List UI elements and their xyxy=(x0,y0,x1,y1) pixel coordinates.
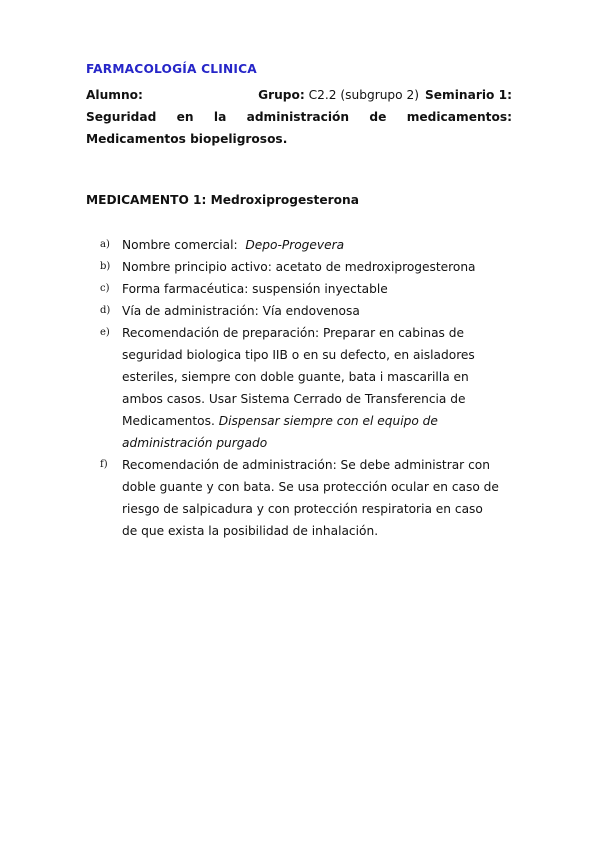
list-item xyxy=(100,454,500,542)
header-line-2 xyxy=(86,106,512,128)
list-item-body xyxy=(122,256,500,278)
item-text: Recomendación de preparación: Preparar en cabinas de seguridad biologica tipo IIB o en su defecto, en aisladores esteriles, siempre con doble guante, bata i mascarilla en ambos casos. Usar Sistema Cerrado de Transferencia de Medicamentos. xyxy=(122,326,475,428)
seminario-label: Seminario 1: xyxy=(425,88,512,102)
grupo-label: Grupo: xyxy=(258,88,305,102)
item-text: Recomendación de administración: Se debe administrar con doble guante y con bata. Se usa protección ocular en caso de riesgo de salpicadura y con protección respiratoria en caso de que exista la posibilidad de inhalación. xyxy=(122,458,499,538)
line2-word: administración xyxy=(246,110,350,124)
course-title: FARMACOLOGÍA CLINICA xyxy=(86,62,257,76)
list-marker: e) xyxy=(100,327,110,338)
grupo-group xyxy=(258,84,419,106)
list-item-body xyxy=(122,454,500,542)
line2-word: de xyxy=(369,110,387,124)
item-text: Forma farmacéutica: suspensión inyectable xyxy=(122,282,388,296)
list-item xyxy=(100,256,500,278)
list-item xyxy=(100,300,500,322)
line2-word: Seguridad xyxy=(86,110,157,124)
header-line-3 xyxy=(86,128,512,150)
grupo-value: C2.2 (subgrupo 2) xyxy=(308,88,420,102)
list-marker: b) xyxy=(100,261,111,272)
medicamento-heading: MEDICAMENTO 1: Medroxiprogesterona xyxy=(86,193,359,207)
item-text: Nombre principio activo: acetato de medroxiprogesterona xyxy=(122,260,476,274)
seminario-subtitle: Medicamentos biopeligrosos. xyxy=(86,132,288,146)
list-marker: a) xyxy=(100,239,110,250)
list-item-body xyxy=(122,322,500,454)
line2-word: la xyxy=(213,110,227,124)
list-item xyxy=(100,278,500,300)
item-text: Vía de administración: Vía endovenosa xyxy=(122,304,360,318)
alumno-label: Alumno: xyxy=(86,88,143,102)
item-italic-text: Dispensar siempre con el equipo de administración purgado xyxy=(122,414,438,450)
medicamento-details-list xyxy=(100,234,500,542)
list-marker: c) xyxy=(100,283,110,294)
list-marker: d) xyxy=(100,305,111,316)
item-italic-text: Depo-Progevera xyxy=(245,238,345,252)
list-marker: f) xyxy=(100,459,108,470)
item-text: Nombre comercial: xyxy=(122,238,246,252)
list-item xyxy=(100,234,500,256)
header-block xyxy=(86,84,512,150)
list-item xyxy=(100,322,500,454)
list-item-body xyxy=(122,234,500,256)
list-item-body xyxy=(122,278,500,300)
list-item-body xyxy=(122,300,500,322)
header-line-1 xyxy=(86,84,512,106)
line2-word: en xyxy=(176,110,194,124)
line2-word: medicamentos: xyxy=(406,110,512,124)
